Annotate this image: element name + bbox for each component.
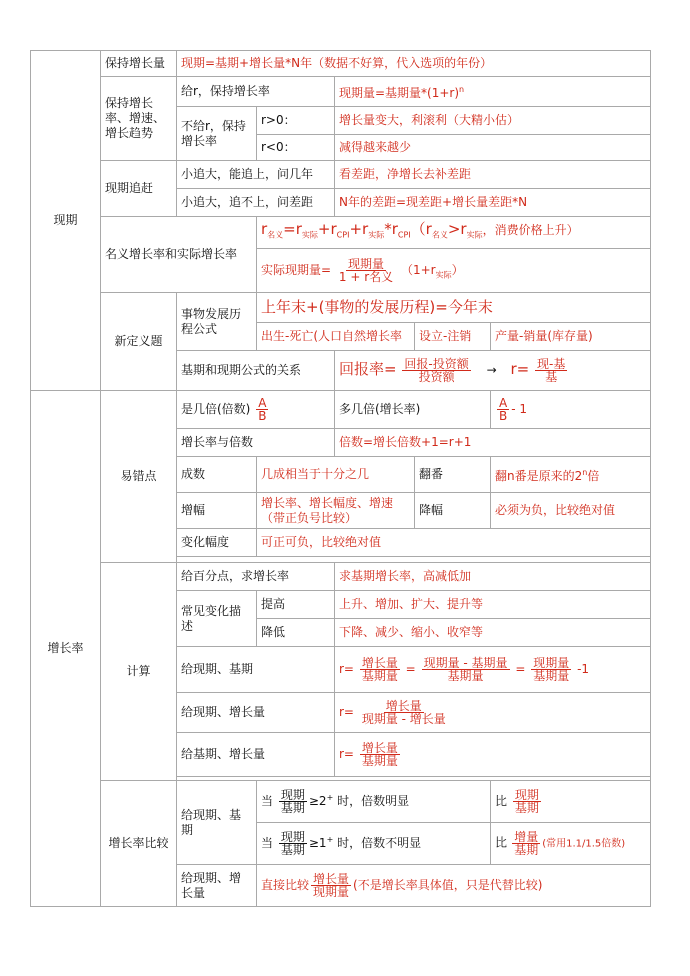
section-label: 现期 xyxy=(53,213,78,227)
cell-label: 增幅 xyxy=(177,493,257,529)
section-xianqi xyxy=(31,51,101,391)
cell-label: 常见变化描述 xyxy=(177,591,257,647)
growth-formula-table xyxy=(30,50,651,907)
formula-text: 上升、增加、扩大、提升等 xyxy=(335,591,651,619)
fraction: $\frac{\text{现期量}}{\text{1 + r名义}}$ xyxy=(338,257,394,284)
formula-text: 上年末+(事物的发展历程)=今年末 xyxy=(257,293,651,323)
formula-text: 减得越来越少 xyxy=(335,135,651,161)
formula-text: 实际现期量= $\frac{\text{现期量}}{\text{1 + r名义}}$ $(1+r_{实际})$ xyxy=(257,249,651,293)
formula-text: 比 $\frac{\text{现期}}{\text{基期}}$ xyxy=(491,781,651,823)
cell-label: 成数 xyxy=(177,457,257,493)
cell-label: r<0： xyxy=(257,135,335,161)
row-label: 现期追赶 xyxy=(101,161,177,217)
fraction: $\frac{\text{增长量}}{\text{基期量}}$ xyxy=(361,741,398,768)
fraction: $\frac{\text{现-基}}{\text{基}}$ xyxy=(537,357,566,384)
cell-label: 变化幅度 xyxy=(177,529,257,557)
formula-text: $\frac{A}{B}$ - 1 xyxy=(491,391,651,429)
formula-text: 当 $\frac{\text{现期}}{\text{基期}}$ ≥1+ 时，倍数不明显 xyxy=(257,823,491,865)
row-label: 增长率比较 xyxy=(101,781,177,907)
formula-text: 增长量变大，利滚利（大精小估） xyxy=(335,107,651,135)
cell-label: 是几倍(倍数) $\frac{A}{B}$ xyxy=(177,391,335,429)
cell-label: 给现期、增长量 xyxy=(177,865,257,907)
formula-text: 出生-死亡(人口自然增长率 xyxy=(257,323,415,351)
formula-text: 看差距，净增长去补差距 xyxy=(335,161,651,189)
cell-label: 增长率与倍数 xyxy=(177,429,335,457)
formula-text: r= $\frac{\text{增长量}}{\text{现期量 - 增长量}}$ xyxy=(335,693,651,733)
cell-label: 给现期、基期 xyxy=(177,647,335,693)
formula-text: 几成相当于十分之几 xyxy=(257,457,415,493)
formula-text: 比 $\frac{\text{增量}}{\text{基期}}$ (常用1.1/1.5倍数) xyxy=(491,823,651,865)
cell-label: 不给r，保持增长率 xyxy=(177,107,257,161)
formula-text: 现期=基期+增长量*N年（数据不好算，代入选项的年份） xyxy=(177,51,651,77)
fraction: $\frac{\text{增长量}}{\text{现期量 - 增长量}}$ xyxy=(361,699,446,726)
formula-text: 求基期增长率，高减低加 xyxy=(335,563,651,591)
formula-text: 可正可负，比较绝对值 xyxy=(257,529,651,557)
cell-label: 小追大，追不上，问差距 xyxy=(177,189,335,217)
row-label: 保持增长率、增速、增长趋势 xyxy=(101,77,177,161)
fraction: $\frac{\text{现期量 - 基期量}}{\text{基期量}}$ xyxy=(423,656,508,683)
section-label: 增长率 xyxy=(47,641,84,655)
formula-text: $r_{名义}=r_{实际}+r_{CPI}+r_{实际}*r_{CPI}(r_{名义}>r_{实际}$，消费价格上升） xyxy=(257,217,651,249)
fraction: $\frac{\text{现期量}}{\text{基期量}}$ xyxy=(533,656,570,683)
cell-label: 基期和现期公式的关系 xyxy=(177,351,335,391)
fraction: $\frac{\text{回报-投资额}}{\text{投资额}}$ xyxy=(404,357,469,384)
fraction: $\frac{\text{现期}}{\text{基期}}$ xyxy=(514,788,539,815)
cell-label: 提高 xyxy=(257,591,335,619)
fraction: $\frac{\text{现期}}{\text{基期}}$ xyxy=(280,788,305,815)
formula-text: 直接比较 $\frac{\text{增长量}}{\text{现期量}}$ (不是增长率具体值，只是代替比较) xyxy=(257,865,651,907)
row-label: 名义增长率和实际增长率 xyxy=(101,217,257,293)
cell-label: 给基期、增长量 xyxy=(177,733,335,777)
fraction: $\frac{\text{增长量}}{\text{现期量}}$ xyxy=(313,872,350,899)
row-label: 易错点 xyxy=(101,391,177,563)
formula-text: 倍数=增长倍数+1=r+1 xyxy=(335,429,651,457)
fraction: $\frac{\text{现期}}{\text{基期}}$ xyxy=(280,830,305,857)
cell-label: r>0： xyxy=(257,107,335,135)
cell-label: 给r，保持增长率 xyxy=(177,77,335,107)
formula-text: 必须为负，比较绝对值 xyxy=(491,493,651,529)
cell-label: 给百分点，求增长率 xyxy=(177,563,335,591)
section-zengzhanglv xyxy=(31,391,101,907)
formula-text: 回报率= $\frac{\text{回报-投资额}}{\text{投资额}}$ → r= $\frac{\text{现-基}}{\text{基}}$ xyxy=(335,351,651,391)
fraction: $\frac{A}{B}$ xyxy=(258,396,267,423)
row-label: 新定义题 xyxy=(101,293,177,391)
fraction: $\frac{\text{增量}}{\text{基期}}$ xyxy=(514,830,539,857)
row-label: 保持增长量 xyxy=(101,51,177,77)
cell-label: 降幅 xyxy=(415,493,491,529)
formula-text: r= $\frac{\text{增长量}}{\text{基期量}}$ = $\frac{\text{现期量 - 基期量}}{\text{基期量}}$ = $\frac{\text{现期量}}{\text{基期量}}$ -1 xyxy=(335,647,651,693)
cell-label: 给现期、增长量 xyxy=(177,693,335,733)
formula-text: 现期量=基期量$*(1+r)^n$ xyxy=(335,77,651,107)
cell-label: 多几倍(增长率) xyxy=(335,391,491,429)
cell-label: 给现期、基期 xyxy=(177,781,257,865)
fraction: $\frac{\text{增长量}}{\text{基期量}}$ xyxy=(361,656,398,683)
cell-label: 小追大，能追上，问几年 xyxy=(177,161,335,189)
fraction: $\frac{A}{B}$ xyxy=(499,396,508,423)
cell-label: 降低 xyxy=(257,619,335,647)
cell-label: 事物发展历程公式 xyxy=(177,293,257,351)
formula-text: 增长率、增长幅度、增速（带正负号比较） xyxy=(257,493,415,529)
formula-text: 当 $\frac{\text{现期}}{\text{基期}}$ ≥2+ 时，倍数明显 xyxy=(257,781,491,823)
formula-text: 设立-注销 xyxy=(415,323,491,351)
formula-text: 翻n番是原来的2$^n$倍 xyxy=(491,457,651,493)
formula-text: N年的差距=现差距+增长量差距*N xyxy=(335,189,651,217)
cell-label: 翻番 xyxy=(415,457,491,493)
formula-text: r= $\frac{\text{增长量}}{\text{基期量}}$ xyxy=(335,733,651,777)
row-label: 计算 xyxy=(101,563,177,781)
formula-text: 下降、减少、缩小、收窄等 xyxy=(335,619,651,647)
formula-table-container xyxy=(30,50,650,920)
formula-text: 产量-销量(库存量) xyxy=(491,323,651,351)
